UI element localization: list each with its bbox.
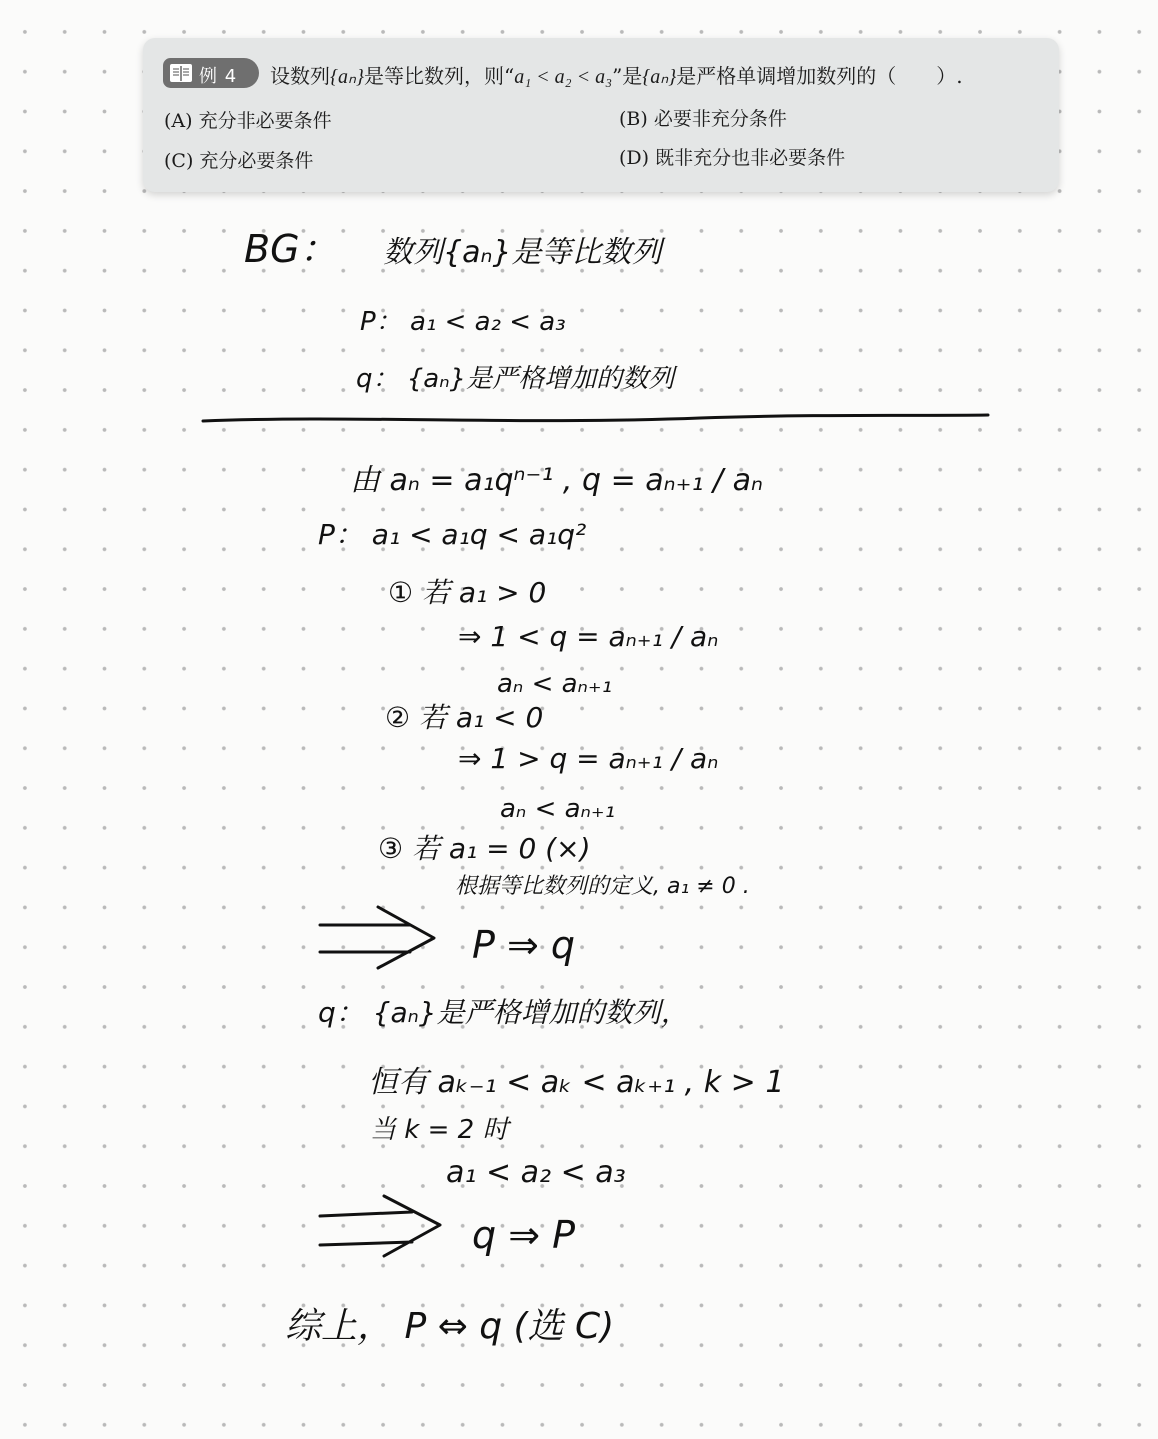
case2-result: aₙ < aₙ₊₁ bbox=[500, 794, 616, 824]
q-always-holds: 恒有 aₖ₋₁ < aₖ < aₖ₊₁ , k > 1 bbox=[368, 1065, 785, 1100]
case1-result: aₙ < aₙ₊₁ bbox=[497, 669, 613, 699]
stem-pre: 设数列 bbox=[270, 64, 330, 88]
big-arrow-2 bbox=[320, 1196, 440, 1256]
stem-cond: a₁ < a₂ < a₃ bbox=[514, 66, 613, 88]
option-c: (C) 充分必要条件 bbox=[164, 150, 314, 172]
big-arrow-1 bbox=[320, 907, 434, 968]
option-b: (B) 必要非充分条件 bbox=[619, 108, 787, 130]
stem-mid2: ”是 bbox=[612, 64, 643, 88]
given-formula: 由 aₙ = a₁qⁿ⁻¹ , q = aₙ₊₁ / aₙ bbox=[350, 463, 763, 498]
q-instance: a₁ < a₂ < a₃ bbox=[446, 1155, 626, 1190]
badge-label: 例 4 bbox=[199, 66, 238, 87]
q-restatement: q： {aₙ}是严格增加的数列， bbox=[318, 996, 689, 1029]
conclusion-p-implies-q: P ⇒ q bbox=[472, 923, 576, 967]
option-d: (D) 既非充分也非必要条件 bbox=[619, 147, 846, 169]
stem-seq2: {aₙ} bbox=[642, 66, 677, 88]
p-expansion: P： a₁ < a₁q < a₁q² bbox=[318, 518, 587, 551]
case1-implication: ⇒ 1 < q = aₙ₊₁ / aₙ bbox=[458, 620, 719, 653]
case1-condition: ① 若 a₁ > 0 bbox=[388, 576, 547, 609]
final-answer: 综上， P ⇔ q (选 C) bbox=[285, 1306, 615, 1347]
case3-note: 根据等比数列的定义, a₁ ≠ 0 . bbox=[455, 874, 750, 899]
conclusion-q-implies-p: q ⇒ P bbox=[472, 1213, 576, 1257]
case2-implication: ⇒ 1 > q = aₙ₊₁ / aₙ bbox=[458, 742, 719, 775]
q-when-k-equals-2: 当 k = 2 时 bbox=[370, 1115, 509, 1145]
stem-post: 是严格单调增加数列的（ ）. bbox=[676, 64, 963, 88]
case3-condition: ③ 若 a₁ = 0 (×) bbox=[378, 832, 591, 865]
bg-label: BG： bbox=[244, 227, 338, 271]
case2-condition: ② 若 a₁ < 0 bbox=[385, 701, 544, 734]
stem-seq1: {aₙ} bbox=[330, 66, 364, 88]
divider-line bbox=[203, 415, 988, 421]
stem-mid1: 是等比数列，则“ bbox=[363, 64, 515, 88]
p-definition: P： a₁ < a₂ < a₃ bbox=[360, 307, 566, 337]
option-a: (A) 充分非必要条件 bbox=[164, 110, 332, 132]
bg-text: 数列{aₙ}是等比数列 bbox=[383, 235, 662, 270]
q-definition: q： {aₙ}是严格增加的数列 bbox=[356, 364, 675, 394]
